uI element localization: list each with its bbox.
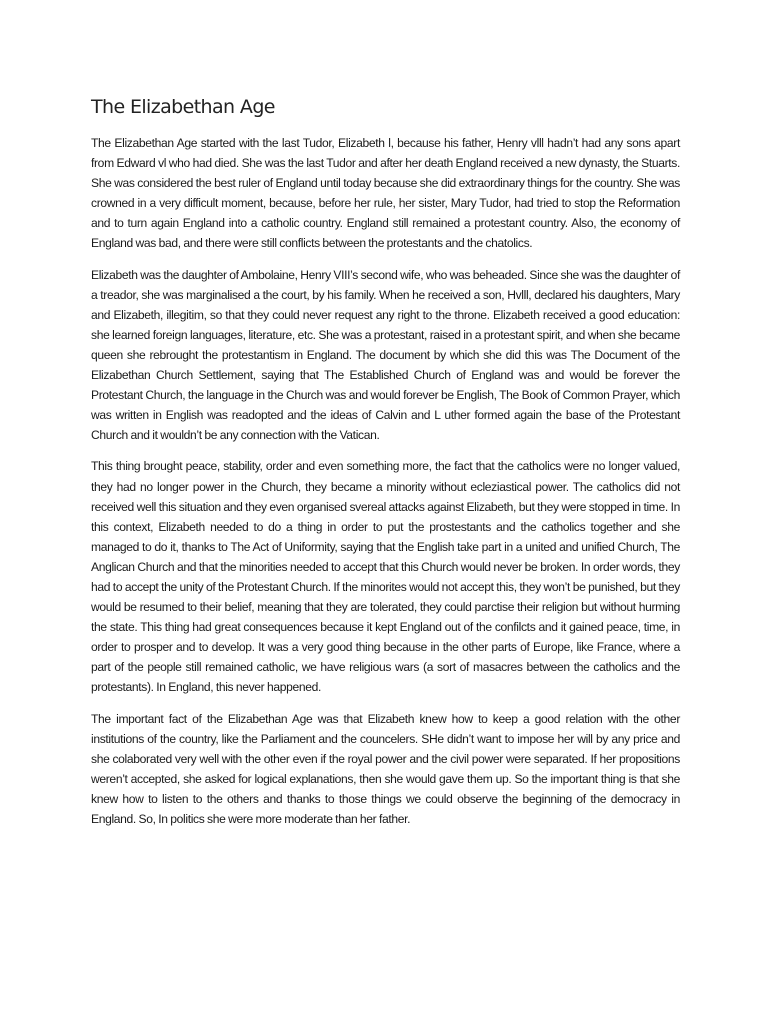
document-body	[91, 133, 680, 840]
paragraph-3: This thing brought peace, stability, order and even something more, the fact that the catholics were no longer valued, they had no longer power in the Church, they became a minority without ecleziastical power. The catholics did not received well this situation and they even organised svereal attacks against Elizabeth, but they were stopped in time. In this context, Elizabeth needed to do a thing in order to put the prostestants and the catholics together and she managed to do it, thanks to The Act of Uniformity, saying that the English take part in a united and unified Church, The Anglican Church and that the minorities needed to accept that this Church would never be broken. In order words, they had to accept the unity of the Protestant Church. If the minorites would not accept this, they won’t be punished, but they would be resumed to their belief, meaning that they are tolerated, they could parctise their religion but without hurming the state. This thing had great consequences because it kept England out of the confilcts and it gained peace, time, in order to prosper and to develop. It was a very good thing because in the other parts of Europe, like France, where a part of the people still remained catholic, we have religious wars (a sort of masacres between the catholics and the protestants). In England, this never happened.	[91, 459, 680, 695]
paragraph-4: The important fact of the Elizabethan Age was that Elizabeth knew how to keep a good relation with the other institutions of the country, like the Parliament and the councelers. SHe didn’t want to impose her will by any price and she colaborated very well with the other even if the royal power and the civil power were separated. If her propositions weren’t accepted, she asked for logical explanations, then she would gave them up. So the important thing is that she knew how to listen to the others and thanks to those things we could observe the beginning of the democracy in England. So, In politics she were more moderate than her father.	[91, 711, 680, 826]
document-title: The Elizabethan Age	[91, 96, 275, 118]
paragraph-1: The Elizabethan Age started with the last Tudor, Elizabeth l, because his father, Henry vlll hadn’t had any sons apart from Edward vl who had died. She was the last Tudor and after her death England received a new dynasty, the Stuarts. She was considered the best ruler of England until today because she did extraordinary things for the country. She was crowned in a very difficult moment, because, before her rule, her sister, Mary Tudor, had tried to stop the Reformation and to turn again England into a catholic country. England still remained a protestant country. Also, the economy of England was bad, and there were still conflicts between the protestants and the chatolics.	[91, 136, 680, 251]
paragraph-2: Elizabeth was the daughter of Ambolaine, Henry VIII’s second wife, who was beheaded. Since she was the daughter of a treador, she was marginalised a the court, by his family. When he received a son, Hvlll, declared his daughters, Mary and Elizabeth, illegitim, so that they could never request any right to the throne. Elizabeth received a good education: she learned foreign languages, literature, etc. She was a protestant, raised in a protestant spirit, and when she became queen she rebrought the protestantism in England. The document by which she did this was The Document of the Elizabethan Church Settlement, saying that The Established Church of England was and would be forever the Protestant Church, the language in the Church was and would forever be English, The Book of Common Prayer, which was written in English was readopted and the ideas of Calvin and L uther formed again the base of the Protestant Church and it wouldn’t be any connection with the Vatican.	[91, 267, 680, 443]
